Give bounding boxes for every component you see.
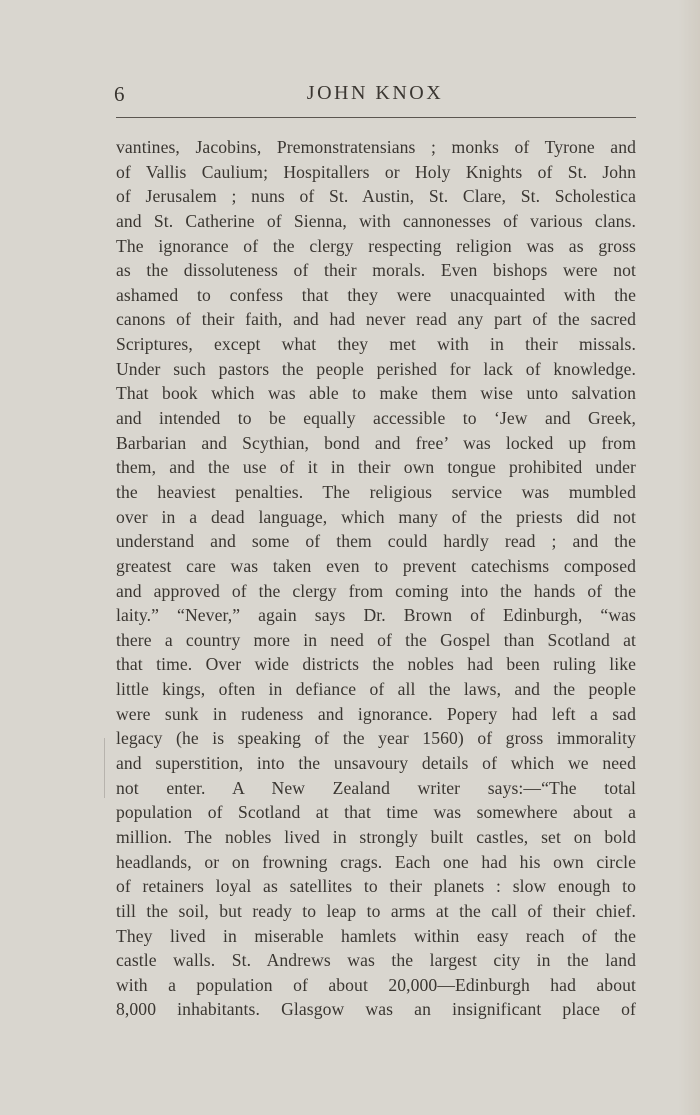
text-line: of retainers loyal as satellites to their planets : slow enough to <box>116 876 636 897</box>
text-line: them, and the use of it in their own tongue prohibited under <box>116 457 636 478</box>
text-line: legacy (he is speaking of the year 1560) of gross immorality <box>116 728 636 749</box>
text-line: vantines, Jacobins, Premonstratensians ; monks of Tyrone and <box>116 137 636 157</box>
text-line: and approved of the clergy from coming into the hands of the <box>116 580 636 601</box>
text-line: That book which was able to make them wise unto salvation <box>116 383 636 404</box>
text-line: 8,000 inhabitants. Glasgow was an insignificant place of <box>116 999 636 1020</box>
text-line: canons of their faith, and had never read any part of the sacred <box>116 309 636 330</box>
text-line: headlands, or on frowning crags. Each one had his own circle <box>116 851 636 872</box>
header-rule <box>116 117 636 118</box>
page-header <box>114 82 636 116</box>
text-line: there a country more in need of the Gospel than Scotland at <box>116 629 636 650</box>
text-line: castle walls. St. Andrews was the largest city in the land <box>116 950 636 971</box>
text-line: Scriptures, except what they met with in their missals. <box>116 334 636 355</box>
text-line: Barbarian and Scythian, bond and free’ was locked up from <box>116 432 636 453</box>
text-line: the heaviest penalties. The religious service was mumbled <box>116 481 636 502</box>
page-edge-shadow <box>678 0 700 1115</box>
text-line: population of Scotland at that time was somewhere about a <box>116 802 636 823</box>
text-line: understand and some of them could hardly read ; and the <box>116 531 636 552</box>
text-line: that time. Over wide districts the nobles had been ruling like <box>116 654 636 675</box>
text-line: till the soil, but ready to leap to arms at the call of their chief. <box>116 900 636 921</box>
text-line: laity.” “Never,” again says Dr. Brown of Edinburgh, “was <box>116 605 636 626</box>
text-line: little kings, often in defiance of all the laws, and the people <box>116 679 636 700</box>
margin-mark <box>104 738 105 798</box>
text-line: greatest care was taken even to prevent catechisms composed <box>116 555 636 576</box>
text-line: over in a dead language, which many of the priests did not <box>116 506 636 527</box>
text-line: and intended to be equally accessible to ‘Jew and Greek, <box>116 408 636 429</box>
text-line: The ignorance of the clergy respecting religion was as gross <box>116 235 636 256</box>
text-line: with a population of about 20,000—Edinburgh had about <box>116 974 636 995</box>
text-line: ashamed to confess that they were unacquainted with the <box>116 284 636 305</box>
text-line: Under such pastors the people perished for lack of knowledge. <box>116 358 636 379</box>
text-line: of Vallis Caulium; Hospitallers or Holy Knights of St. John <box>116 161 636 182</box>
text-line: and superstition, into the unsavoury details of which we need <box>116 753 636 774</box>
text-line: as the dissoluteness of their morals. Even bishops were not <box>116 260 636 281</box>
running-title: JOHN KNOX <box>306 82 444 104</box>
body-text <box>116 135 636 1022</box>
text-line: were sunk in rudeness and ignorance. Popery had left a sad <box>116 703 636 724</box>
text-line: million. The nobles lived in strongly built castles, set on bold <box>116 826 636 847</box>
text-line: and St. Catherine of Sienna, with cannonesses of various clans. <box>116 210 636 231</box>
text-line: of Jerusalem ; nuns of St. Austin, St. Clare, St. Scholestica <box>116 186 636 207</box>
text-line: not enter. A New Zealand writer says:—“The total <box>116 777 636 798</box>
text-line: They lived in miserable hamlets within easy reach of the <box>116 925 636 946</box>
page-number: 6 <box>114 82 125 106</box>
